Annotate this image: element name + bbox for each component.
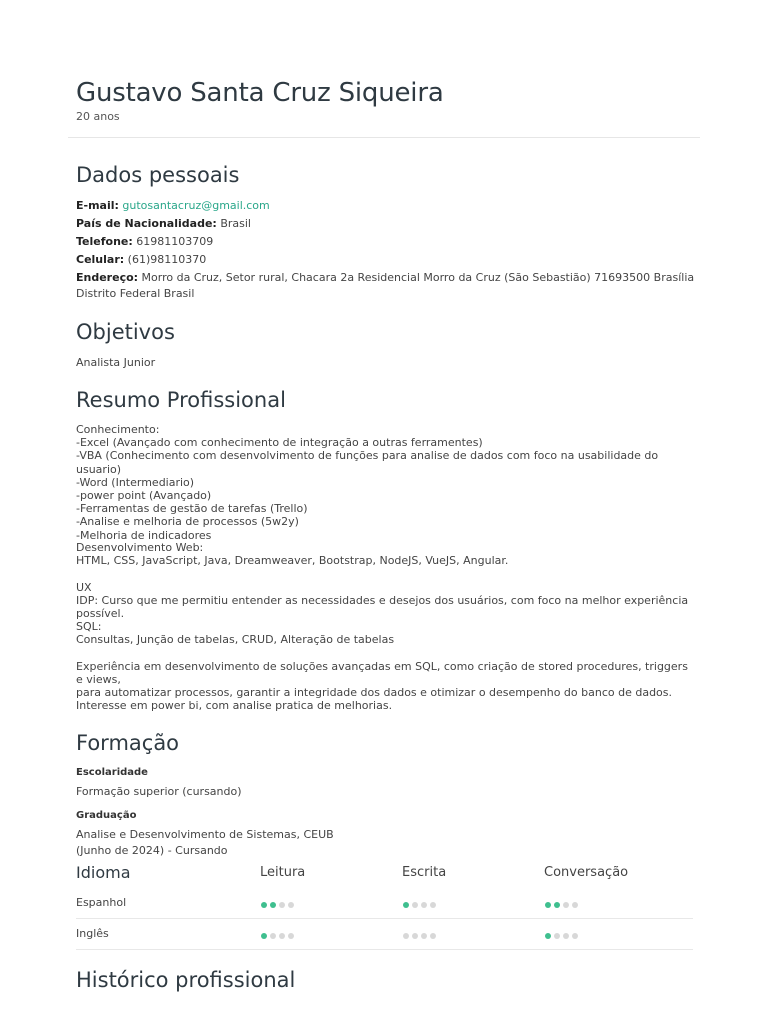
level-dot-empty: [279, 933, 285, 939]
level-dot-empty: [279, 902, 285, 908]
candidate-name: Gustavo Santa Cruz Siqueira: [76, 78, 444, 108]
section-title-personal: Dados pessoais: [76, 163, 240, 187]
level-dot-empty: [430, 933, 436, 939]
degree-label: Graduação: [76, 810, 137, 821]
level-dot-filled: [554, 902, 560, 908]
objectives-text: Analista Junior: [76, 356, 156, 369]
level-dot-filled: [545, 902, 551, 908]
phone-line: [76, 234, 696, 250]
candidate-age: 20 anos: [76, 110, 120, 123]
mobile-label: Celular:: [76, 253, 125, 266]
school-label: Escolaridade: [76, 767, 148, 778]
lang-row-0-speaking: [545, 902, 578, 908]
level-dot-empty: [421, 902, 427, 908]
level-dot-empty: [270, 933, 276, 939]
level-dot-empty: [421, 933, 427, 939]
level-dot-empty: [412, 933, 418, 939]
email-link[interactable]: gutosantacruz@gmail.com: [122, 199, 270, 212]
level-dot-filled: [261, 933, 267, 939]
lang-row-divider: [76, 949, 693, 950]
level-dot-empty: [288, 902, 294, 908]
lang-row-1-writing: [403, 933, 436, 939]
mobile-line: [76, 252, 696, 268]
lang-row-name: Espanhol: [76, 896, 127, 909]
summary-sql: SQL: Consultas, Junção de tabelas, CRUD, Alteração de tabelas: [76, 620, 395, 647]
level-dot-empty: [572, 933, 578, 939]
summary-experience: Experiência em desenvolvimento de soluções avançadas em SQL, como criação de stored procedures, triggers e views, para automatizar processos, garantir a integridade dos dados e otimizar o desempenho do banco de dados.: [76, 660, 688, 700]
level-dot-filled: [545, 933, 551, 939]
address-label: Endereço:: [76, 271, 139, 284]
lang-row-1-reading: [261, 933, 294, 939]
mobile-value: (61)98110370: [127, 253, 207, 266]
summary-knowledge: Conhecimento: -Excel (Avançado com conhecimento de integração a outras ferramentes) -VBA (Conhecimento com desenvolvimento de funções para analise de dados com foco na usabilidade do usuario) -Word (Intermediario) -power point (Avançado) -Ferramentas de gestão de tarefas (Trello) -Analise e melhoria de processos (5w2y) -Melhoria de indicadores: [76, 423, 659, 542]
lang-header-reading: Leitura: [260, 865, 306, 880]
country-value: Brasil: [220, 217, 251, 230]
degree-status: (Junho de 2024) - Cursando: [76, 844, 228, 857]
section-title-history: Histórico profissional: [76, 968, 296, 992]
section-title-summary: Resumo Profissional: [76, 388, 286, 412]
lang-row-1-speaking: [545, 933, 578, 939]
level-dot-empty: [412, 902, 418, 908]
lang-header-writing: Escrita: [402, 865, 447, 880]
country-label: País de Nacionalidade:: [76, 217, 217, 230]
lang-row-0-reading: [261, 902, 294, 908]
level-dot-empty: [403, 933, 409, 939]
section-title-education: Formação: [76, 731, 180, 755]
level-dot-empty: [563, 902, 569, 908]
phone-value: 61981103709: [136, 235, 214, 248]
header-divider: [68, 137, 700, 138]
lang-header-language: Idioma: [76, 863, 131, 882]
summary-ux: UX IDP: Curso que me permitiu entender as necessidades e desejos dos usuários, com foco na melhor experiência possível.: [76, 581, 689, 621]
lang-row-divider: [76, 918, 693, 919]
level-dot-empty: [430, 902, 436, 908]
address-value: Morro da Cruz, Setor rural, Chacara 2a Residencial Morro da Cruz (São Sebastião) 71693500 Brasília Distrito Federal Brasil: [76, 271, 695, 300]
level-dot-empty: [572, 902, 578, 908]
level-dot-empty: [554, 933, 560, 939]
section-title-objectives: Objetivos: [76, 320, 175, 344]
school-value: Formação superior (cursando): [76, 785, 242, 798]
email-line: [76, 198, 696, 214]
lang-row-name: Inglês: [76, 927, 109, 940]
lang-header-speaking: Conversação: [544, 865, 629, 880]
summary-web: Desenvolvimento Web: HTML, CSS, JavaScript, Java, Dreamweaver, Bootstrap, NodeJS, VueJS, Angular.: [76, 541, 509, 568]
degree-value: Analise e Desenvolvimento de Sistemas, CEUB: [76, 828, 334, 841]
level-dot-filled: [403, 902, 409, 908]
level-dot-filled: [261, 902, 267, 908]
address-line: [76, 270, 696, 302]
email-label: E-mail:: [76, 199, 119, 212]
summary-interest: Interesse em power bi, com analise pratica de melhorias.: [76, 699, 393, 712]
level-dot-empty: [563, 933, 569, 939]
level-dot-empty: [288, 933, 294, 939]
level-dot-filled: [270, 902, 276, 908]
lang-row-0-writing: [403, 902, 436, 908]
country-line: [76, 216, 696, 232]
phone-label: Telefone:: [76, 235, 133, 248]
